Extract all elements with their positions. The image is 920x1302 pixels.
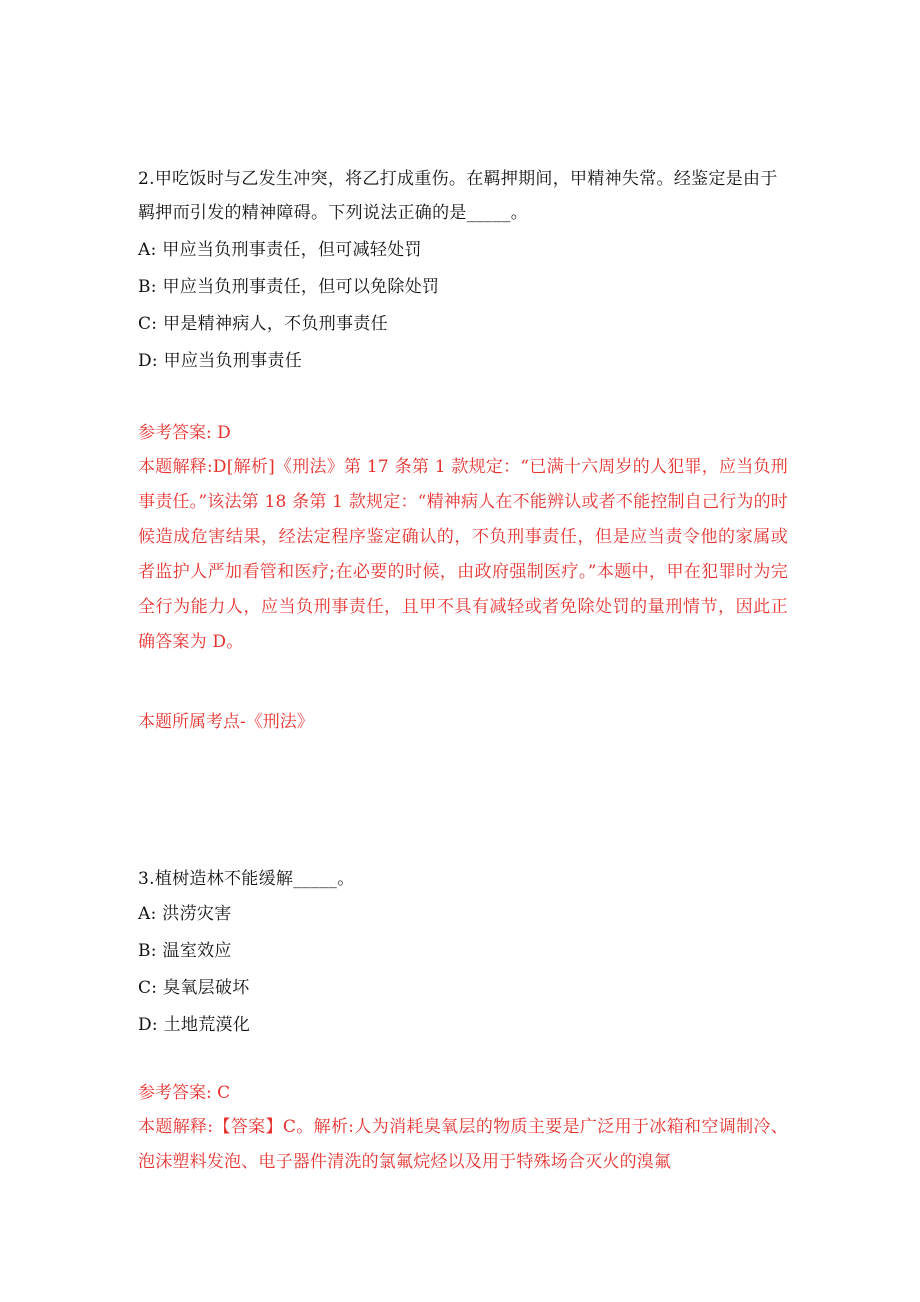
option-a: A: 甲应当负刑事责任，但可减轻处罚 <box>138 240 422 260</box>
option-b: B: 甲应当负刑事责任，但可以免除处罚 <box>138 277 440 297</box>
explanation: 本题解释:【答案】C。解析:人为消耗臭氧层的物质主要是广泛用于冰箱和空调制冷、泡沫塑料发泡、电子器件清洗的氯氟烷烃以及用于特殊场合灭火的溴氟 <box>138 1117 788 1172</box>
reference-answer: 参考答案: C <box>138 1083 231 1103</box>
option-c: C: 臭氧层破坏 <box>138 978 250 998</box>
option-d: D: 甲应当负刑事责任 <box>138 351 303 371</box>
reference-answer: 参考答案: D <box>138 423 231 443</box>
answer-block-3 <box>138 1076 788 1180</box>
options-list <box>138 232 788 380</box>
option-d: D: 土地荒漠化 <box>138 1015 251 1035</box>
question-stem: 3.植树造林不能缓解_____。 <box>138 869 355 889</box>
option-a: A: 洪涝灾害 <box>138 904 232 924</box>
question-3 <box>138 862 788 1044</box>
topic-label: 本题所属考点-《刑法》 <box>138 712 314 732</box>
option-c: C: 甲是精神病人，不负刑事责任 <box>138 314 388 334</box>
option-b: B: 温室效应 <box>138 941 232 961</box>
question-2 <box>138 162 788 380</box>
options-list <box>138 896 788 1044</box>
answer-block-2 <box>138 416 788 660</box>
topic-block-2 <box>138 705 788 739</box>
explanation: 本题解释:D[解析]《刑法》第 17 条第 1 款规定：“已满十六周岁的人犯罪，应当负刑事责任。”该法第 18 条第 1 款规定：“精神病人在不能辨认或者不能控制自己行为的时候造成危害结果，经法定程序鉴定确认的，不负刑事责任，但是应当责令他的家属或者监护人严加看管和医疗;在必要的时候，由政府强制医疗。”本题中，甲在犯罪时为完全行为能力人，应当负刑事责任，且甲不具有减轻或者免除处罚的量刑情节，因此正确答案为 D。 <box>138 457 788 652</box>
question-stem: 2.甲吃饭时与乙发生冲突，将乙打成重伤。在羁押期间，甲精神失常。经鉴定是由于羁押而引发的精神障碍。下列说法正确的是_____。 <box>138 169 778 223</box>
